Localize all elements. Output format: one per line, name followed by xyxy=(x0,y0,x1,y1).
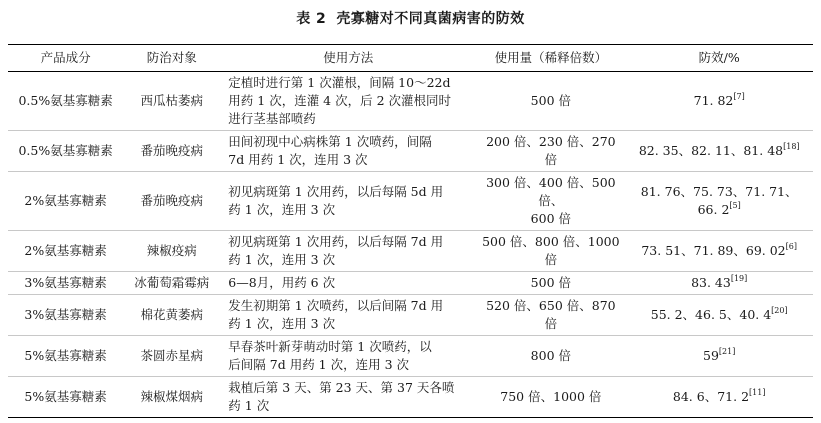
table-row xyxy=(8,172,813,231)
dosage-line: 800 倍 xyxy=(530,348,572,363)
efficacy-line: 71. 82 xyxy=(693,93,734,108)
header-row xyxy=(8,45,813,72)
product-cell: 5%氨基寡糖素 xyxy=(24,389,107,404)
method-cell xyxy=(220,172,476,231)
target-cell: 棉花黄萎病 xyxy=(140,307,203,322)
dosage-cell xyxy=(476,72,625,131)
table-title: 壳寡糖对不同真菌病害的防效 xyxy=(336,11,525,27)
method-line: 药 1 次，连用 3 次 xyxy=(228,316,336,331)
dosage-line: 500 倍 xyxy=(530,93,572,108)
product-cell: 3%氨基寡糖素 xyxy=(24,275,107,290)
table-row xyxy=(8,336,813,377)
dosage-cell xyxy=(476,295,625,336)
efficacy-cell xyxy=(625,272,813,295)
header-product: 产品成分 xyxy=(8,45,123,72)
method-cell xyxy=(220,231,476,272)
method-line: 药 1 次，连用 3 次 xyxy=(228,202,336,217)
method-line: 初见病斑第 1 次用药，以后每隔 5d 用 xyxy=(228,184,444,199)
method-line: 发生初期第 1 次喷药，以后间隔 7d 用 xyxy=(228,298,444,313)
table-row xyxy=(8,377,813,418)
method-cell xyxy=(220,131,476,172)
dosage-cell xyxy=(476,172,625,231)
efficacy-cell xyxy=(625,131,813,172)
table-body xyxy=(8,72,813,418)
target-cell: 西瓜枯萎病 xyxy=(140,93,203,108)
efficacy-cell xyxy=(625,231,813,272)
reference-marker: [20] xyxy=(771,306,788,315)
method-line: 6—8月，用药 6 次 xyxy=(228,275,336,290)
table-caption xyxy=(0,0,821,32)
method-line: 药 1 次 xyxy=(228,398,270,413)
method-line: 初见病斑第 1 次用药，以后每隔 7d 用 xyxy=(228,234,444,249)
efficacy-line: 82. 35、82. 11、81. 48 xyxy=(638,143,784,158)
target-cell: 辣椒疫病 xyxy=(146,243,197,258)
efficacy-line: 81. 76、75. 73、71. 71、 xyxy=(640,184,798,199)
efficacy-line: 55. 2、46. 5、40. 4 xyxy=(650,307,772,322)
reference-marker: [5] xyxy=(729,201,741,210)
method-line: 用药 1 次，连灌 4 次，后 2 次灌根同时 xyxy=(228,93,451,108)
method-line: 定植时进行第 1 次灌根，间隔 10～22d xyxy=(228,75,451,90)
method-line: 田间初现中心病株第 1 次喷药，间隔 xyxy=(228,134,432,149)
dosage-line: 750 倍、1000 倍 xyxy=(500,389,602,404)
dosage-line: 500 倍、800 倍、1000 倍 xyxy=(482,234,620,267)
method-cell xyxy=(220,336,476,377)
table-row xyxy=(8,131,813,172)
header-target: 防治对象 xyxy=(123,45,220,72)
reference-marker: [7] xyxy=(733,92,745,101)
method-line: 7d 用药 1 次，连用 3 次 xyxy=(228,152,368,167)
method-cell xyxy=(220,377,476,418)
reference-marker: [18] xyxy=(783,142,800,151)
dosage-cell xyxy=(476,131,625,172)
product-cell: 2%氨基寡糖素 xyxy=(24,193,107,208)
method-cell xyxy=(220,295,476,336)
dosage-line: 520 倍、650 倍、870 倍 xyxy=(486,298,616,331)
efficacy-cell xyxy=(625,377,813,418)
target-cell: 番茄晚疫病 xyxy=(140,143,203,158)
table-row xyxy=(8,272,813,295)
product-cell: 5%氨基寡糖素 xyxy=(24,348,107,363)
dosage-cell xyxy=(476,272,625,295)
target-cell: 茶圆赤星病 xyxy=(140,348,203,363)
table-row xyxy=(8,72,813,131)
efficacy-cell xyxy=(625,336,813,377)
efficacy-table xyxy=(8,44,813,418)
dosage-line: 200 倍、230 倍、270 倍 xyxy=(486,134,616,167)
dosage-cell xyxy=(476,231,625,272)
product-cell: 2%氨基寡糖素 xyxy=(24,243,107,258)
method-line: 栽植后第 3 天、第 23 天、第 37 天各喷 xyxy=(228,380,455,395)
method-line: 早春茶叶新芽萌动时第 1 次喷药，以 xyxy=(228,339,432,354)
efficacy-cell xyxy=(625,172,813,231)
efficacy-line: 83. 43 xyxy=(691,275,731,290)
dosage-cell xyxy=(476,377,625,418)
dosage-line: 500 倍 xyxy=(530,275,572,290)
method-cell xyxy=(220,72,476,131)
method-line: 后间隔 7d 用药 1 次，连用 3 次 xyxy=(228,357,409,372)
header-efficacy: 防效/% xyxy=(625,45,813,72)
method-cell xyxy=(220,272,476,295)
target-cell: 番茄晚疫病 xyxy=(140,193,203,208)
table-number: 表 2 xyxy=(296,11,327,27)
dosage-cell xyxy=(476,336,625,377)
reference-marker: [19] xyxy=(730,274,748,283)
efficacy-line: 73. 51、71. 89、69. 02 xyxy=(641,243,786,258)
target-cell: 冰葡萄霜霉病 xyxy=(134,275,210,290)
method-line: 药 1 次，连用 3 次 xyxy=(228,252,336,267)
efficacy-line: 66. 2 xyxy=(697,202,730,217)
efficacy-cell xyxy=(625,295,813,336)
header-dosage: 使用量（稀释倍数） xyxy=(476,45,625,72)
method-line: 进行茎基部喷药 xyxy=(228,111,316,126)
product-cell: 3%氨基寡糖素 xyxy=(24,307,107,322)
product-cell: 0.5%氨基寡糖素 xyxy=(18,93,113,108)
target-cell: 辣椒煤烟病 xyxy=(140,389,203,404)
header-method: 使用方法 xyxy=(220,45,476,72)
reference-marker: [6] xyxy=(785,242,797,251)
efficacy-cell xyxy=(625,72,813,131)
reference-marker: [11] xyxy=(749,388,766,397)
dosage-line: 600 倍 xyxy=(530,211,572,226)
product-cell: 0.5%氨基寡糖素 xyxy=(18,143,113,158)
efficacy-line: 84. 6、71. 2 xyxy=(672,389,750,404)
efficacy-line: 59 xyxy=(703,348,719,363)
dosage-line: 300 倍、400 倍、500 倍、 xyxy=(486,175,616,208)
table-row xyxy=(8,231,813,272)
table-row xyxy=(8,295,813,336)
reference-marker: [21] xyxy=(718,347,736,356)
